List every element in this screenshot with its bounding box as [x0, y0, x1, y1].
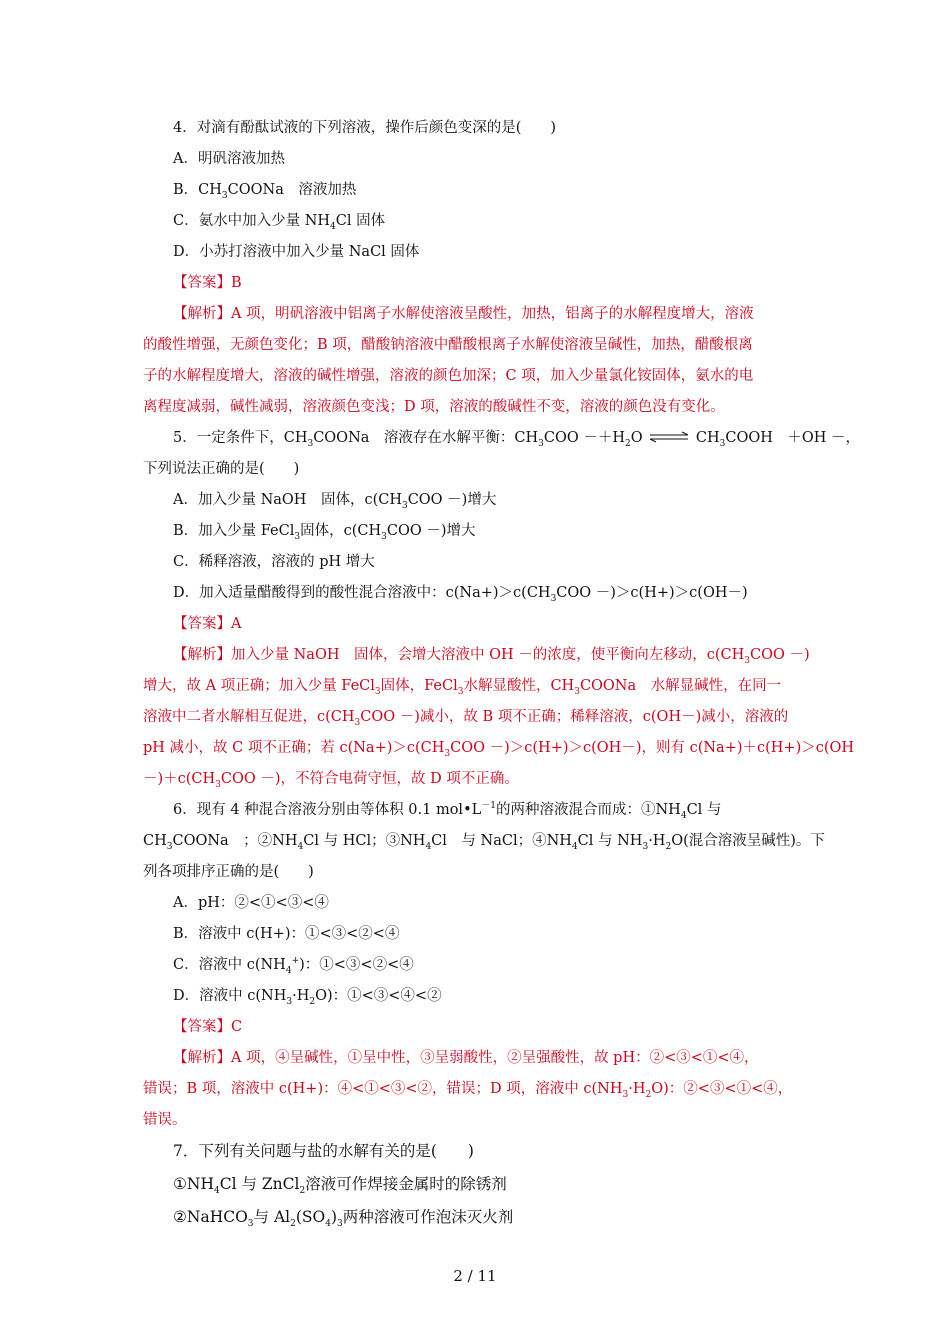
q6-option-b: B．溶液中 c(H+)：①<③<②<④ — [173, 926, 400, 942]
q4-option-a: A．明矾溶液加热 — [173, 151, 285, 167]
q5-analysis-line-3: 溶液中二者水解相互促进，$c(CH_3COO$ －)减小，故 B 项不正确；稀释溶液，c(OH－)减小，溶液的 — [143, 709, 789, 728]
q4-answer: 【答案】B — [173, 275, 242, 291]
q4-analysis-line-4: 离程度减弱，碱性减弱，溶液颜色变浅；D 项，溶液的酸碱性不变，溶液的颜色没有变化。 — [143, 399, 725, 415]
q7-stem: 7．下列有关问题与盐的水解有关的是( ) — [173, 1142, 474, 1160]
q5-stem-line-1: 5．一定条件下，$CH_3COONa$ 溶液存在水解平衡：$CH_3COO -+H_2O$ $CH_3COOH$ ＋OH －， — [173, 430, 860, 449]
q6-option-a: A．pH：②<①<③<④ — [173, 895, 329, 911]
q5-analysis-line-2: 增大，故 A 项正确；加入少量 FeCl$_3$固体，FeCl$_3$水解显酸性，$CH_3COONa$ 水解显碱性，在同一 — [143, 678, 782, 697]
q6-stem-line-3: 列各项排序正确的是( ) — [143, 864, 314, 880]
q5-answer: 【答案】A — [173, 616, 242, 632]
q4-analysis-line-1: 【解析】A 项，明矾溶液中铝离子水解使溶液呈酸性，加热，铝离子的水解程度增大，溶液 — [173, 306, 754, 322]
q5-stem-line-2: 下列说法正确的是( ) — [143, 461, 300, 477]
q6-option-d: D．溶液中 $c(NH_3\cdot H_2O)$：①<③<④<② — [173, 988, 442, 1007]
equilibrium-arrow-icon — [647, 431, 691, 443]
q4-stem: 4．对滴有酚酞试液的下列溶液，操作后颜色变深的是( ) — [173, 120, 557, 136]
q7-item-1: $①NH_4Cl$ 与 ZnCl$_2$溶液可作焊接金属时的除锈剂 — [173, 1175, 507, 1196]
q6-analysis-line-3: 错误。 — [143, 1112, 187, 1128]
q5-analysis-line-4: pH 减小，故 C 项不正确；若 $c(Na+)>c(CH_3COO -)>c(H+)>c(OH-)$，则有 c(Na+)＋c(H+)＞c(OH — [143, 740, 855, 759]
q5-option-b: B．加入少量 FeCl$_3$固体，$c(CH_3COO$ －)增大 — [173, 523, 476, 542]
q5-analysis-line-5: $-)+c(CH_3COO$ －)，不符合电荷守恒，故 D 项不正确。 — [143, 771, 519, 790]
q5-option-d: D．加入适量醋酸得到的酸性混合溶液中：$c(Na+)>c(CH_3COO -)>c(H+)>c(OH-)$ — [173, 585, 748, 604]
page-number: 2 / 11 — [453, 1267, 497, 1285]
q4-option-b: B．$CH_3COONa$ 溶液加热 — [173, 182, 357, 201]
q4-analysis-line-3: 子的水解程度增大，溶液的碱性增强，溶液的颜色加深；C 项，加入少量氯化铵固体，氨水的电 — [143, 368, 754, 384]
q6-stem-line-2: $CH_3COONa$ ；$②NH_4Cl$ 与 HCl；$③NH_4Cl$ 与 NaCl；$④NH_4Cl$ 与 $NH_3\cdot H_2O$(混合溶液呈碱性)。下 — [143, 833, 825, 852]
q5-option-c: C．稀释溶液，溶液的 pH 增大 — [173, 554, 375, 570]
q4-option-c: C．氨水中加入少量 $NH_4Cl$ 固体 — [173, 213, 386, 232]
q6-analysis-line-2: 错误；B 项，溶液中 c(H+)：④<①<③<②，错误；D 项，溶液中 $c(NH_3\cdot H_2O)$：②<③<①<④， — [143, 1081, 793, 1100]
q7-item-2: ②NaHCO$_3$与 $Al_2(SO_4)_3$两种溶液可作泡沫灭火剂 — [173, 1208, 514, 1229]
q5-option-a: A．加入少量 NaOH 固体，$c(CH_3COO$ －)增大 — [173, 492, 497, 511]
q5-analysis-line-1: 【解析】加入少量 NaOH 固体，会增大溶液中 OH －的浓度，使平衡向左移动，$c(CH_3COO$ －) — [173, 647, 810, 666]
q6-answer: 【答案】C — [173, 1019, 243, 1035]
q4-analysis-line-2: 的酸性增强，无颜色变化；B 项，醋酸钠溶液中醋酸根离子水解使溶液呈碱性，加热，醋酸根离 — [143, 337, 753, 353]
q6-analysis-line-1: 【解析】A 项，④呈碱性，①呈中性，③呈弱酸性，②呈强酸性，故 pH：②<③<①<④， — [173, 1050, 759, 1066]
q6-option-c: C．溶液中 $c(NH_4^+)$：①<③<②<④ — [173, 956, 414, 976]
q6-stem-line-1: 6．现有 4 种混合溶液分别由等体积 0.1 $mol•L^{-1}$的两种溶液混合而成：$①NH_4Cl$ 与 — [173, 801, 722, 821]
q4-option-d: D．小苏打溶液中加入少量 NaCl 固体 — [173, 244, 420, 260]
